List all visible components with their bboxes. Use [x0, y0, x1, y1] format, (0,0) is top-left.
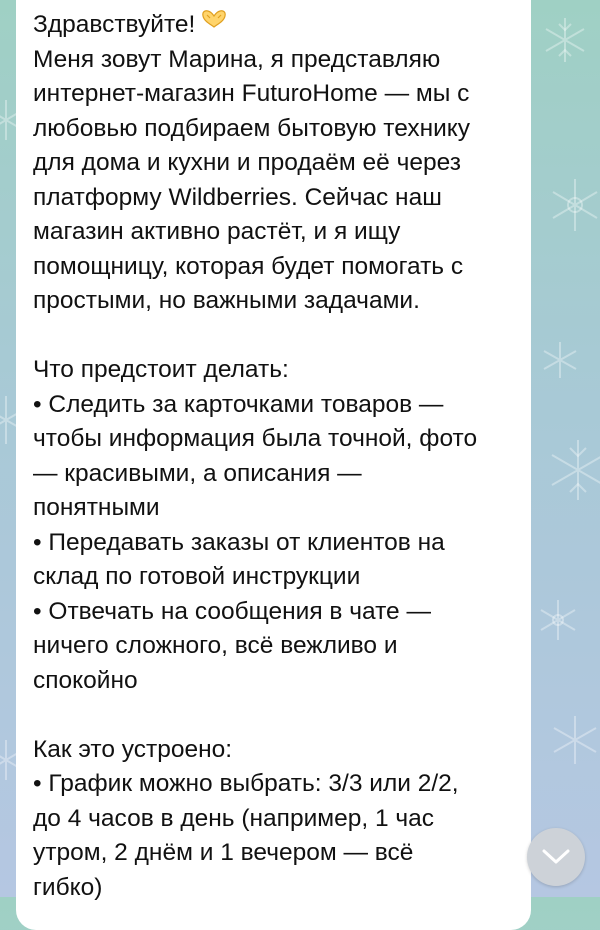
duties-line: склад по готовой инструкции	[33, 563, 361, 590]
duties-heading: Что предстоит делать:	[33, 356, 289, 383]
message-greeting-line	[33, 8, 531, 43]
message-line: интернет-магазин FuturoHome — мы с	[33, 80, 470, 107]
scroll-to-bottom-button[interactable]	[527, 828, 585, 886]
message-bubble[interactable]	[16, 0, 531, 930]
paragraph-gap	[33, 319, 531, 354]
duties-line: • Следить за карточками товаров —	[33, 390, 444, 418]
message-line: платформу Wildberries. Сейчас наш	[33, 183, 442, 211]
duties-line: • Передавать заказы от клиентов на	[33, 528, 445, 556]
message-line: Меня зовут Марина, я представляю	[33, 45, 441, 73]
heart-hands-icon	[201, 5, 227, 40]
chevron-down-icon	[541, 848, 571, 866]
paragraph-gap	[33, 698, 531, 733]
duties-line: спокойно	[33, 666, 138, 694]
how-heading: Как это устроено:	[33, 735, 233, 763]
message-line: магазин активно растёт, и я ищу	[33, 218, 401, 245]
message-line: для дома и кухни и продаём её через	[33, 149, 461, 176]
how-line: • График можно выбрать: 3/3 или 2/2,	[33, 770, 459, 797]
duties-line: чтобы информация была точной, фото	[33, 425, 478, 452]
message-line: помощницу, которая будет помогать с	[33, 252, 464, 280]
duties-line: понятными	[33, 494, 160, 521]
message-line: простыми, но важными задачами.	[33, 287, 420, 314]
duties-line: ничего сложного, всё вежливо и	[33, 632, 398, 659]
message-line: любовью подбираем бытовую технику	[33, 114, 471, 142]
how-line: гибко)	[33, 873, 103, 901]
how-line: утром, 2 днём и 1 вечером — всё	[33, 839, 414, 866]
duties-line: • Отвечать на сообщения в чате —	[33, 597, 431, 625]
greeting-text: Здравствуйте!	[33, 11, 196, 38]
how-line: до 4 часов в день (например, 1 час	[33, 804, 435, 832]
duties-line: — красивыми, а описания —	[33, 459, 362, 487]
